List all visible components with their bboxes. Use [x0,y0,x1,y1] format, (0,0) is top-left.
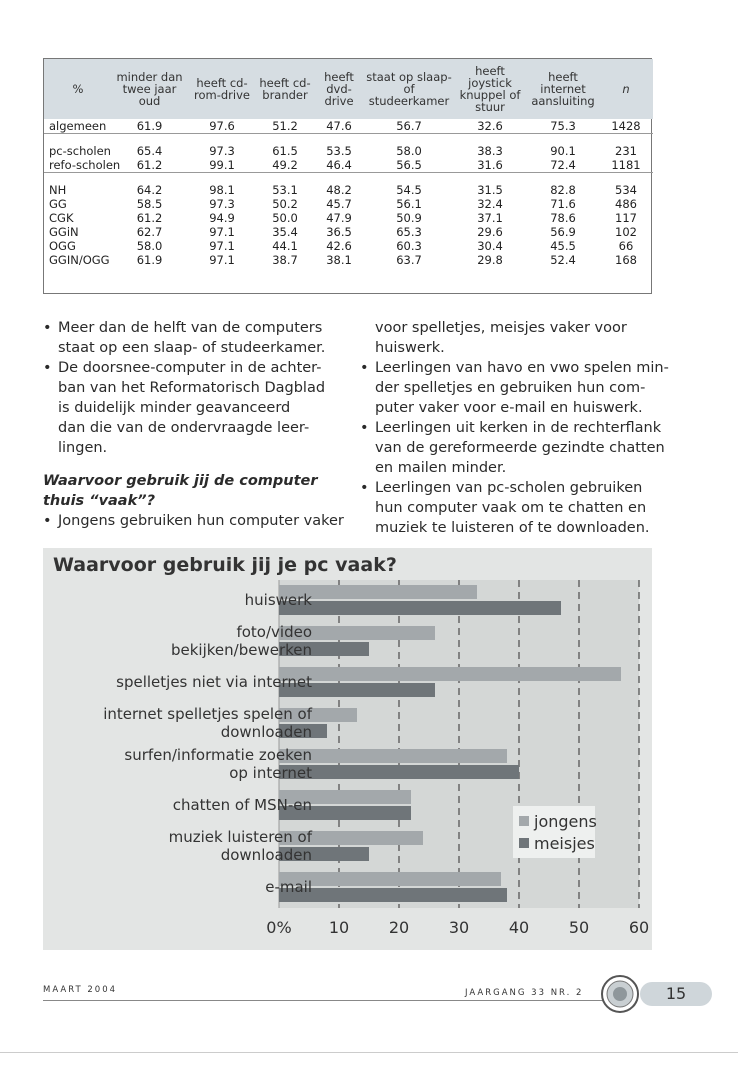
table-cell: 35.4 [272,225,298,239]
table-cell: 72.4 [527,158,599,173]
bar-meisjes [279,888,507,902]
table-row [44,144,653,158]
table-cell: 78.6 [550,211,576,225]
table-cell: 71.6 [550,197,576,211]
bullet-pc-schools: • Leerlingen van pc-scholen gebruiken hun computer vaak om te chatten en muziek te luisteren of te downloaden. [360,478,660,538]
table-cell: 97.1 [209,225,235,239]
table-cell: 231 [615,144,637,158]
row-label: GGiN [49,225,79,239]
table-cell: 63.7 [396,253,422,267]
row-label: GG [49,197,67,211]
chart-title: Waarvoor gebruik jij je pc vaak? [53,554,397,576]
category-label: foto/video bekijken/bewerken [170,623,312,659]
table-cell: 97.1 [209,239,235,253]
x-tick-label: 60 [628,918,650,937]
table-cell: 31.6 [453,158,527,173]
table-cell: 56.7 [365,119,453,134]
legend-swatch-meisjes [519,838,529,848]
category-label: chatten of MSN-en [172,796,312,814]
table-cell: 32.6 [453,119,527,134]
table-cell: 97.6 [187,119,257,134]
table-row [44,183,653,197]
table-cell: 45.7 [326,197,352,211]
bullet-right-flank: • Leerlingen uit kerken in de rechterflank van de gereformeerde gezindte chatten en mailen minder. [360,418,660,478]
table-cell: 102 [615,225,637,239]
table-cell: 62.7 [136,225,163,239]
x-tick-label: 50 [568,918,590,937]
bar-meisjes [279,765,519,779]
table-cell: 58.0 [396,144,422,158]
row-label: CGK [49,211,74,225]
table-row [44,119,653,134]
page-bottom-rule [0,1052,738,1053]
row-label: NH [49,183,67,197]
legend-label-meisjes: meisjes [534,834,595,853]
row-label: GGIN/OGG [49,253,110,267]
footer-date: MAART 2004 [43,985,118,995]
table-cell: 56.9 [550,225,576,239]
table-cell: 61.2 [136,211,163,225]
header-bedroom: staat op slaap- of studeerkamer [366,70,452,108]
x-tick-label: 0% [266,918,292,937]
table-cell: 51.2 [257,119,313,134]
table-cell: 54.5 [396,183,422,197]
table-cell: 42.6 [326,239,352,253]
bullet-computers-bedroom: • Meer dan de helft van de computers staat op een slaap- of studeerkamer. [43,318,343,358]
page-number: 15 [640,982,712,1006]
continuation-text: voor spelletjes, meisjes vaker voor huiswerk. [375,320,627,356]
table-cell: 66 [618,239,634,253]
table-cell: 56.5 [365,158,453,173]
left-text-column [43,318,343,531]
header-internet: heeft internet aansluiting [531,70,595,108]
table-cell: 47.6 [313,119,365,134]
row-label: algemeen [44,119,112,134]
table-cell: 97.3 [209,197,235,211]
table-spacer [44,173,653,184]
table-cell: 90.1 [550,144,576,158]
table-cell: 38.3 [477,144,503,158]
table-spacer [44,134,653,145]
footer-divider [43,1000,603,1001]
table-row [44,253,653,267]
x-tick-label: 30 [448,918,470,937]
table-cell: 61.9 [136,253,163,267]
bar-jongens [279,872,501,886]
table-cell: 75.3 [527,119,599,134]
table-cell: 56.1 [396,197,422,211]
table-cell: 50.0 [272,211,298,225]
category-label: muziek luisteren of downloaden [168,828,312,864]
table-cell: 58.5 [136,197,163,211]
table-cell: 36.5 [326,225,352,239]
table-cell: 64.2 [136,183,163,197]
header-cdburner: heeft cd-brander [259,76,311,102]
x-tick-label: 20 [388,918,410,937]
table-cell: 98.1 [209,183,235,197]
section-subheading: Waarvoor gebruik jij de computer thuis “vaak”? [43,473,318,509]
header-n: n [622,82,630,96]
table-cell: 38.1 [326,253,352,267]
category-label: huiswerk [244,591,312,609]
header-age: minder dan twee jaar oud [116,70,183,108]
table-cell: 97.3 [209,144,235,158]
legend-swatch-jongens [519,816,529,826]
table-cell: 486 [615,197,637,211]
table-cell: 29.8 [477,253,503,267]
table-cell: 37.1 [477,211,503,225]
bullet-average-computer: • De doorsnee-computer in de achter- ban van het Reformatorisch Dagblad is duidelijk minder geavanceerd dan die van de ondervraagde leer- lingen. [43,358,343,458]
row-label: OGG [49,239,76,253]
row-label: refo-scholen [44,158,112,173]
table-cell: 49.2 [257,158,313,173]
table-cell: 82.8 [550,183,576,197]
bullet-havo-vwo: • Leerlingen van havo en vwo spelen min- der spelletjes en gebruiken hun com- puter vaker voor e-mail en huiswerk. [360,358,660,418]
legend-label-jongens: jongens [534,812,597,831]
table-cell: 94.9 [209,211,235,225]
table-cell: 99.1 [187,158,257,173]
header-percent: % [72,82,84,96]
table-cell: 46.4 [313,158,365,173]
header-joystick: heeft joystick knuppel of stuur [459,64,521,114]
right-text-column [360,318,669,538]
table-cell: 30.4 [477,239,503,253]
row-label: pc-scholen [49,144,111,158]
table-row [44,158,653,173]
table-cell: 58.0 [136,239,163,253]
category-label: internet spelletjes spelen of downloaden [103,705,312,741]
table-row [44,239,653,253]
bar-meisjes [279,601,561,615]
table-cell: 45.5 [550,239,576,253]
table-cell: 97.1 [209,253,235,267]
table-cell: 61.5 [272,144,298,158]
table-cell: 50.2 [272,197,298,211]
table-cell: 47.9 [326,211,352,225]
x-tick-label: 10 [328,918,350,937]
category-label: e-mail [265,878,312,896]
table-cell: 53.5 [326,144,352,158]
footer-issue: JAARGANG 33 NR. 2 [465,988,584,998]
table-cell: 65.4 [136,144,163,158]
table-cell: 50.9 [396,211,422,225]
table-cell: 168 [615,253,637,267]
table-row [44,211,653,225]
bullet-boys-use: • Jongens gebruiken hun computer vaker [43,511,343,531]
table-cell: 38.7 [272,253,298,267]
usage-bar-chart [43,548,652,950]
table-cell: 44.1 [272,239,298,253]
header-dvd: heeft dvd-drive [324,70,354,108]
seal-icon [600,974,640,1014]
table-header-row [44,59,653,119]
table-cell: 65.3 [396,225,422,239]
x-tick-label: 40 [508,918,530,937]
statistics-table [43,58,652,294]
table-row [44,225,653,239]
category-label: surfen/informatie zoeken op internet [124,746,312,782]
table-cell: 53.1 [272,183,298,197]
table-cell: 60.3 [396,239,422,253]
header-cdrom: heeft cd-rom-drive [194,76,250,102]
table-cell: 61.2 [112,158,187,173]
table-row [44,197,653,211]
bar-jongens [279,749,507,763]
table-cell: 29.6 [477,225,503,239]
table-cell: 48.2 [326,183,352,197]
bar-jongens [279,667,621,681]
table-cell: 117 [615,211,637,225]
table-cell: 1181 [599,158,653,173]
table-cell: 534 [615,183,637,197]
category-label: spelletjes niet via internet [116,673,312,691]
table-cell: 31.5 [477,183,503,197]
table-cell: 61.9 [112,119,187,134]
table-cell: 1428 [599,119,653,134]
table-cell: 52.4 [550,253,576,267]
table-cell: 32.4 [477,197,503,211]
